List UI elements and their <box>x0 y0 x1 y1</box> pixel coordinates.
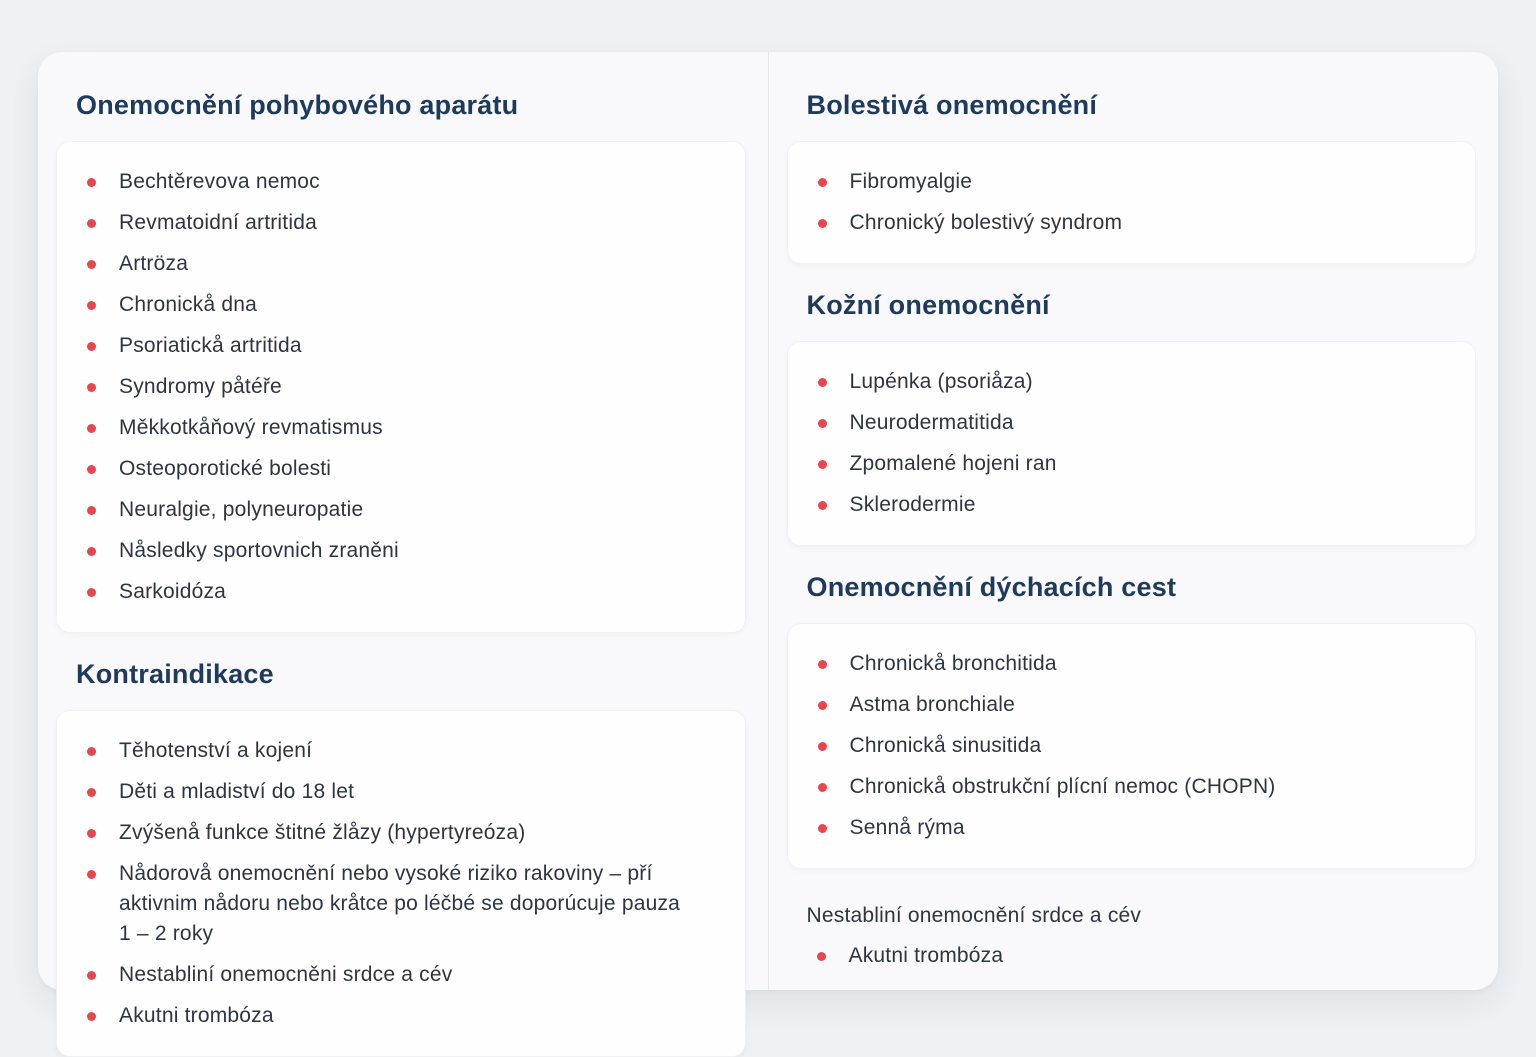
item-text: Artröza <box>119 252 189 275</box>
item-text: Psoriatickå artritida <box>119 334 302 357</box>
bullet-icon <box>87 342 96 351</box>
bullet-icon <box>87 465 96 474</box>
section-contraindications <box>56 659 746 1057</box>
list-item <box>815 941 1477 971</box>
list-item <box>85 1001 717 1031</box>
item-text: Neurodermatitida <box>849 411 1014 434</box>
section-title: Onemocnění dýchacích cest <box>806 572 1177 602</box>
disease-list <box>816 167 1448 238</box>
bullet-icon <box>87 219 96 228</box>
item-text: Bechtěrevova nemoc <box>119 170 320 193</box>
bullet-icon <box>87 424 96 433</box>
section-title: Onemocnění pohybového aparátu <box>76 90 519 120</box>
list-item <box>85 249 717 279</box>
item-text: Nåsledky sportovnich zraněni <box>119 539 399 562</box>
list-item <box>85 454 717 484</box>
bullet-icon <box>818 701 827 710</box>
item-text: Akutni trombóza <box>848 944 1004 967</box>
item-text: Sarkoidóza <box>119 580 227 603</box>
disease-list-card <box>787 341 1477 546</box>
list-item <box>816 731 1448 761</box>
disease-list <box>85 167 717 607</box>
bullet-icon <box>818 742 827 751</box>
section-skin-diseases <box>787 290 1477 546</box>
list-item <box>85 536 717 566</box>
disease-list-card <box>56 710 746 1057</box>
bullet-icon <box>87 506 96 515</box>
list-item <box>85 495 717 525</box>
item-text: Děti a mladiství do 18 let <box>119 780 355 803</box>
disease-list <box>816 649 1448 843</box>
list-item <box>85 777 717 807</box>
item-text: Zpomalené hojeni ran <box>849 452 1057 475</box>
item-text: Měkkotkåňový revmatismus <box>119 416 383 439</box>
left-column <box>38 52 768 1027</box>
section-respiratory-diseases <box>787 572 1477 869</box>
item-text: Chronickå bronchitida <box>849 652 1057 675</box>
bullet-icon <box>87 788 96 797</box>
list-item <box>816 167 1448 197</box>
list-item <box>816 408 1448 438</box>
bullet-icon <box>87 588 96 597</box>
list-item <box>816 649 1448 679</box>
disease-list-card <box>787 623 1477 869</box>
list-item <box>816 772 1448 802</box>
bullet-icon <box>87 260 96 269</box>
bullet-icon <box>817 952 826 961</box>
bullet-icon <box>87 1012 96 1021</box>
item-text: Zvýšenå funkce štitné žlåzy (hypertyreóza) <box>119 821 526 844</box>
bullet-icon <box>818 783 827 792</box>
item-text: Sennå rýma <box>849 816 965 839</box>
bullet-icon <box>87 870 96 879</box>
main-card <box>38 52 1498 1027</box>
bullet-icon <box>818 824 827 833</box>
list-item <box>816 813 1448 843</box>
list-item <box>85 577 717 607</box>
bullet-icon <box>818 460 827 469</box>
section-musculoskeletal <box>56 90 746 633</box>
list-item <box>816 208 1448 238</box>
bullet-icon <box>87 829 96 838</box>
item-text: Nådorovå onemocnění nebo vysoké riziko rakoviny – pří aktivnim nådoru nebo kråtce po léčbé se doporúcuje pauza 1 – 2 roky <box>119 862 681 945</box>
list-item <box>816 449 1448 479</box>
bullet-icon <box>87 383 96 392</box>
disease-list-card <box>56 141 746 633</box>
item-text: Akutni trombóza <box>119 1004 274 1027</box>
item-text: Neuralgie, polyneuropatie <box>119 498 364 521</box>
item-text: Fibromyalgie <box>849 170 973 193</box>
list-item <box>85 818 717 848</box>
disease-list <box>816 367 1448 520</box>
list-item <box>85 960 717 990</box>
list-item <box>85 331 717 361</box>
bullet-icon <box>818 501 827 510</box>
list-item <box>816 367 1448 397</box>
item-text: Nestabliní onemocněni srdce a cév <box>119 963 453 986</box>
list-item <box>85 736 717 766</box>
item-text: Chronickå sinusitida <box>849 734 1042 757</box>
bullet-icon <box>87 747 96 756</box>
subheading: Nestabliní onemocnění srdce a cév <box>806 904 1142 927</box>
list-item <box>85 859 681 949</box>
bullet-icon <box>87 547 96 556</box>
disease-list <box>85 736 717 1031</box>
list-item <box>816 490 1448 520</box>
list-item <box>85 290 717 320</box>
item-text: Astma bronchiale <box>849 693 1015 716</box>
list-item <box>85 208 717 238</box>
section-title: Bolestivá onemocnění <box>806 90 1098 120</box>
section-painful-diseases <box>787 90 1477 264</box>
list-item <box>85 413 717 443</box>
item-text: Syndromy påtéře <box>119 375 282 398</box>
item-text: Lupénka (psoriåza) <box>849 370 1033 393</box>
section-title: Kontraindikace <box>76 659 274 689</box>
section-heart-vessel-diseases <box>787 901 1477 971</box>
section-title: Kožní onemocnění <box>806 290 1050 320</box>
item-text: Chronickå obstrukční plícní nemoc (CHOPN) <box>849 775 1276 798</box>
item-text: Sklerodermie <box>849 493 976 516</box>
disease-list <box>787 941 1477 971</box>
bullet-icon <box>818 419 827 428</box>
disease-list-card <box>787 141 1477 264</box>
item-text: Těhotenství a kojení <box>119 739 313 762</box>
bullet-icon <box>818 660 827 669</box>
item-text: Osteoporotické bolesti <box>119 457 332 480</box>
bullet-icon <box>818 378 827 387</box>
item-text: Chronickå dna <box>119 293 258 316</box>
bullet-icon <box>87 301 96 310</box>
bullet-icon <box>87 971 96 980</box>
bullet-icon <box>818 219 827 228</box>
list-item <box>85 167 717 197</box>
item-text: Revmatoidní artritida <box>119 211 317 234</box>
bullet-icon <box>818 178 827 187</box>
bullet-icon <box>87 178 96 187</box>
right-column <box>769 52 1499 990</box>
item-text: Chronický bolestivý syndrom <box>849 211 1123 234</box>
list-item <box>85 372 717 402</box>
list-item <box>816 690 1448 720</box>
